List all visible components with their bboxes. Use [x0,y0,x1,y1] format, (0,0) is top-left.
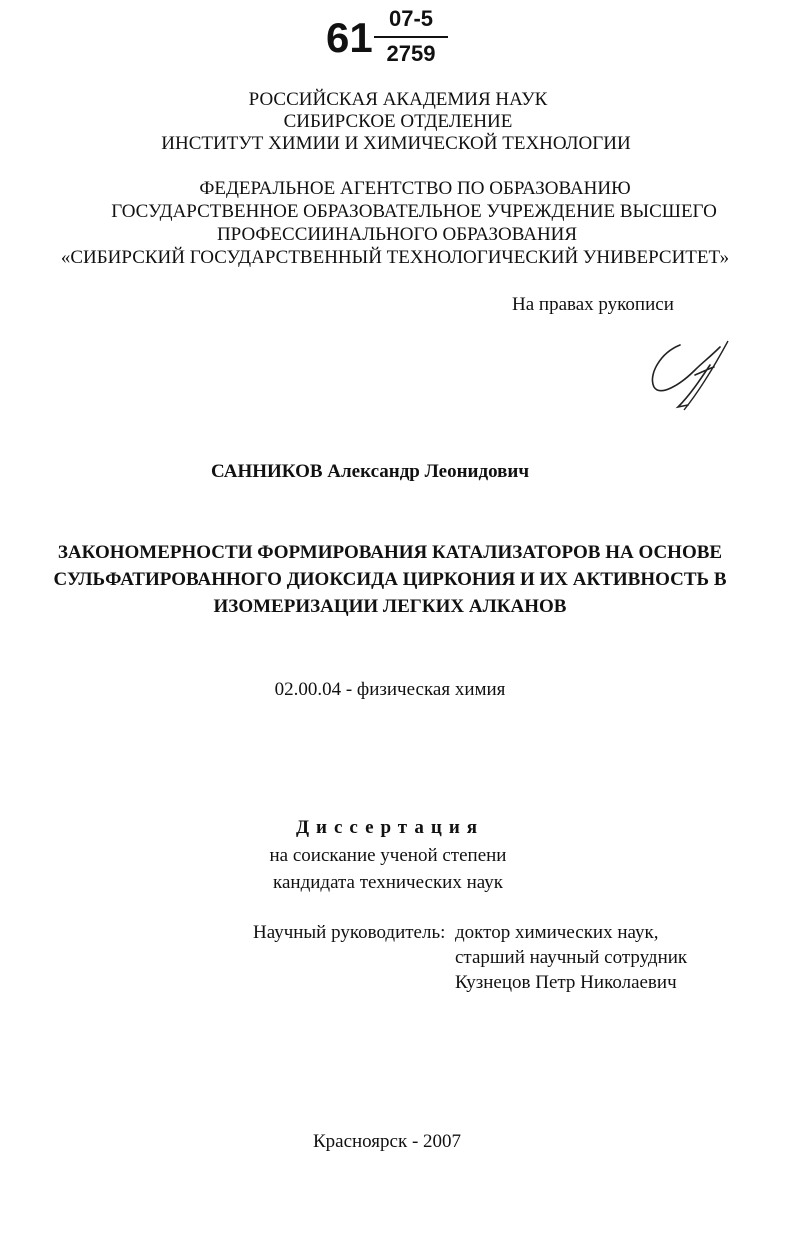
degree-line: кандидата технических наук [273,872,503,893]
supervisor-line: доктор химических наук, [455,922,659,943]
title-line: СУЛЬФАТИРОВАННОГО ДИОКСИДА ЦИРКОНИЯ И ИХ АКТИВНОСТЬ В [53,569,727,590]
specialty: 02.00.04 - физическая химия [274,679,506,700]
catalog-code-fraction [374,6,448,67]
catalog-code-denominator: 2759 [386,41,436,66]
degree-heading: Диссертация [295,817,485,838]
supervisor-label: Научный руководитель: [253,922,446,943]
degree-line: на соискание ученой степени [269,845,507,866]
title-line: ИЗОМЕРИЗАЦИИ ЛЕГКИХ АЛКАНОВ [213,596,567,617]
manuscript-note: На правах рукописи [512,294,674,315]
author-name: САННИКОВ Александр Леонидович [210,461,530,482]
university-line: ПРОФЕССИИНАЛЬНОГО ОБРАЗОВАНИЯ [216,224,578,245]
supervisor-line: Кузнецов Петр Николаевич [455,972,677,993]
institution-line: ИНСТИТУТ ХИМИИ И ХИМИЧЕСКОЙ ТЕХНОЛОГИИ [161,133,631,154]
university-line: ГОСУДАРСТВЕННОЕ ОБРАЗОВАТЕЛЬНОЕ УЧРЕЖДЕНИЕ ВЫСШЕГО [111,201,717,222]
institution-line: СИБИРСКОЕ ОТДЕЛЕНИЕ [283,111,513,132]
catalog-code-main: 61 [326,14,373,61]
supervisor-line: старший научный сотрудник [455,947,688,968]
place-year: Красноярск - 2007 [312,1131,462,1152]
catalog-code-numerator: 07-5 [388,6,434,31]
signature [640,335,740,415]
title-line: ЗАКОНОМЕРНОСТИ ФОРМИРОВАНИЯ КАТАЛИЗАТОРОВ НА ОСНОВЕ [57,542,723,563]
institution-line: РОССИЙСКАЯ АКАДЕМИЯ НАУК [248,89,548,110]
university-line: ФЕДЕРАЛЬНОЕ АГЕНТСТВО ПО ОБРАЗОВАНИЮ [199,178,631,199]
university-line: «СИБИРСКИЙ ГОСУДАРСТВЕННЫЙ ТЕХНОЛОГИЧЕСКИЙ УНИВЕРСИТЕТ» [60,247,730,268]
fraction-bar [374,36,448,38]
